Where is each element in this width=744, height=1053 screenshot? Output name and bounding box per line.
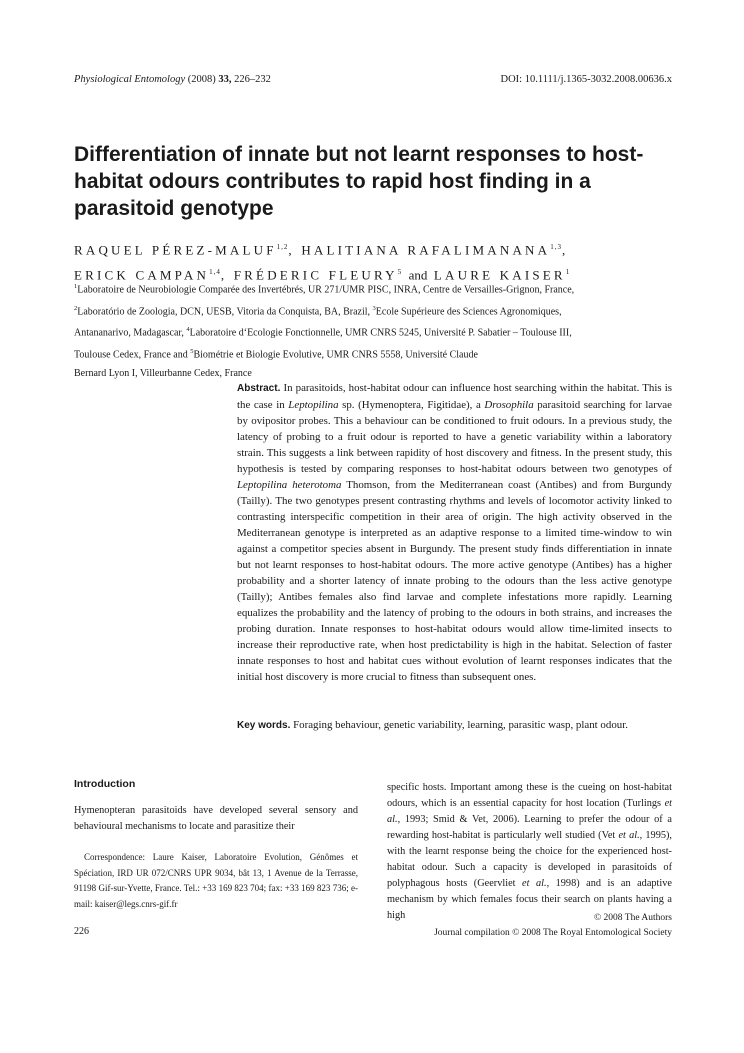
journal-pages: 226–232 — [234, 74, 271, 85]
author-name: FRÉDERIC FLEURY — [233, 267, 398, 283]
affiliation: Antananarivo, Madagascar, — [74, 327, 184, 339]
affiliation: Laboratoire de Neurobiologie Comparée des Invertébrés, UR 271/UMR PISC, INRA, Centre de Versailles-Grignon, France, — [77, 284, 575, 296]
copyright-notice — [434, 911, 672, 941]
author-affiliation-marker: 5 — [397, 268, 403, 277]
affiliation: Laboratoire d‘Ecologie Fonctionnelle, UMR CNRS 5245, Université P. Sabatier – Toulouse III, — [189, 327, 572, 339]
author-affiliation-marker: 1,2 — [276, 243, 289, 251]
journal-citation — [74, 74, 271, 85]
page-number: 226 — [74, 926, 89, 937]
journal-volume: 33, — [218, 74, 232, 85]
author-name: HALITIANA RAFALIMANANA — [301, 242, 551, 258]
article-title: Differentiation of innate but not learnt responses to host-habitat odours contributes to rapid host finding in a parasitoid genotype — [74, 143, 644, 220]
keywords-heading: Key words. — [237, 720, 291, 731]
author-affiliation-marker: 1,3 — [550, 243, 562, 251]
author-name: LAURE KAISER — [433, 267, 566, 283]
genus-name: Drosophila — [484, 399, 534, 411]
journal-name: Physiological Entomology — [74, 74, 186, 85]
affiliation: Bernard Lyon I, Villeurbanne Cedex, France — [74, 367, 252, 379]
copyright-journal: Journal compilation © 2008 The Royal Entomological Society — [434, 928, 672, 938]
keywords-text: Foraging behaviour, genetic variability, learning, parasitic wasp, plant odour. — [293, 719, 628, 731]
correspondence-footnote: Correspondence: Laure Kaiser, Laboratoire Evolution, Génômes et Spéciation, IRD UR 072/CNRS UPR 9034, bât 13, 1 Avenue de la Terrasse, 91198 Gif-sur-Yvette, France. Tel.: +33 169 823 704; fax: +33 169 823 736; e-mail: kaiser@legs.cnrs-gif.fr — [74, 852, 358, 909]
introduction-paragraph: Hymenopteran parasitoids have developed several sensory and behavioural mechanisms to locate and parasitize their — [74, 805, 358, 832]
author-affiliation-marker: 1 — [565, 268, 571, 277]
keywords — [237, 717, 672, 734]
abstract-heading: Abstract. — [237, 383, 281, 394]
journal-year: (2008) — [187, 74, 216, 85]
species-name: Leptopilina heterotoma — [237, 479, 342, 491]
affiliation: Laboratório de Zoologia, DCN, UESB, Vitoria da Conquista, BA, Brazil, — [77, 305, 371, 317]
body-text-right-column: specific hosts. Important among these is the cueing on host-habitat odours, which is an essential capacity for host location (Turlings et al., 1993; Smid & Vet, 2006). Learning to prefer the odour of a rewarding host-habitat is particularly well studied (Vet et al., 1995), with the learnt response being the choice for the experienced host-habitat odour. Such a capacity is developed in parasitoids of polyphagous hosts (Geervliet et al., 1998) and is an adaptive mechanism by which females focus their search on plants having a high — [387, 782, 672, 921]
affiliation: Biométrie et Biologie Evolutive, UMR CNRS 5558, Université Claude — [193, 349, 478, 361]
author-name: RAQUEL PÉREZ-MALUF — [74, 242, 277, 258]
abstract: Abstract. In parasitoids, host-habitat odour can influence host searching within the habitat. This is the case in Leptopilina sp. (Hymenoptera, Figitidae), a Drosophila parasitoid searching for larvae by ovipositor probes. This a behaviour can be conditioned to fruit odours. In a previous study, the latency of probing to a fruit odour is reported to have a genetic variability within a laboratory strain. This suggests a link between rapidity of host discovery and fitness. In the present study, this hypothesis is tested by comparing responses to host-habitat odours between two genotypes of Leptopilina heterotoma Thomson, from the Mediterranean coast (Antibes) and from Burgundy (Tailly). The two genotypes present contrasting rhythms and levels of locomotor activity linked to contrasting interspecific competition in their area of origin. The high activity observed in the Mediterranean genotype is interpreted as an adaptive response to a limited time-window to win against a competitor species absent in Burgundy. The present study finds differentiation in innate but not learnt responses to host-habitat odours. The more active genotype (Antibes) has a higher probability and a shorter latency of innate probing to the odours than the less active genotype (Tailly); Antibes females also find larvae and complete infestations more rapidly. Learning equalizes the probability and the latency of probing to the odours in both strains, and increases the probing duration. Innate responses to host-habitat odours would allow time-limited insects to increase their reproductive rate, when host predictability is high in the habitat. Selection of faster innate responses to host and habitat cues without evolution of learnt responses indicates that the initial host discovery is more crucial to fitness than subsequent ones. — [237, 382, 672, 683]
genus-name: Leptopilina — [288, 399, 339, 411]
copyright-authors: © 2008 The Authors — [593, 913, 672, 923]
affiliation: Toulouse Cedex, France and — [74, 349, 188, 361]
affiliations: $^1$Laboratoire de Neurobiologie Comparée des Invertébrés, UR 271/UMR PISC, INRA, Centre de Versailles-Grignon, France, $^2$Laboratório de Zoologia, DCN, UESB, Vitoria da Conquista, BA, Brazil, $^3$Ecole Supérieure des Sciences Agronomiques, Antananarivo, Madagascar, $^4$Laboratoire d‘Ecologie Fonctionnelle, UMR CNRS 5245, Université P. Sabatier – Toulouse III, Toulouse Cedex, France and $^5$Biométrie et Biologie Evolutive, UMR CNRS 5558, Université Claude Bernard Lyon I, Villeurbanne Cedex, France — [74, 283, 575, 379]
author-affiliation-marker: 1,4 — [209, 268, 221, 277]
affiliation: Ecole Supérieure des Sciences Agronomiques, — [375, 305, 562, 317]
doi[interactable]: DOI: 10.1111/j.1365-3032.2008.00636.x — [500, 74, 672, 85]
authors-conjunction: and — [408, 267, 428, 283]
section-heading-introduction: Introduction — [74, 778, 136, 790]
author-name: ERICK CAMPAN — [74, 267, 210, 283]
author-list: RAQUEL PÉREZ-MALUF$^{1,2}$, HALITIANA RAFALIMANANA$^{1,3}$, ERICK CAMPAN$^{1,4}$, FRÉDERIC FLEURY$^5$ and LAURE KAISER$^1$ — [74, 242, 571, 283]
